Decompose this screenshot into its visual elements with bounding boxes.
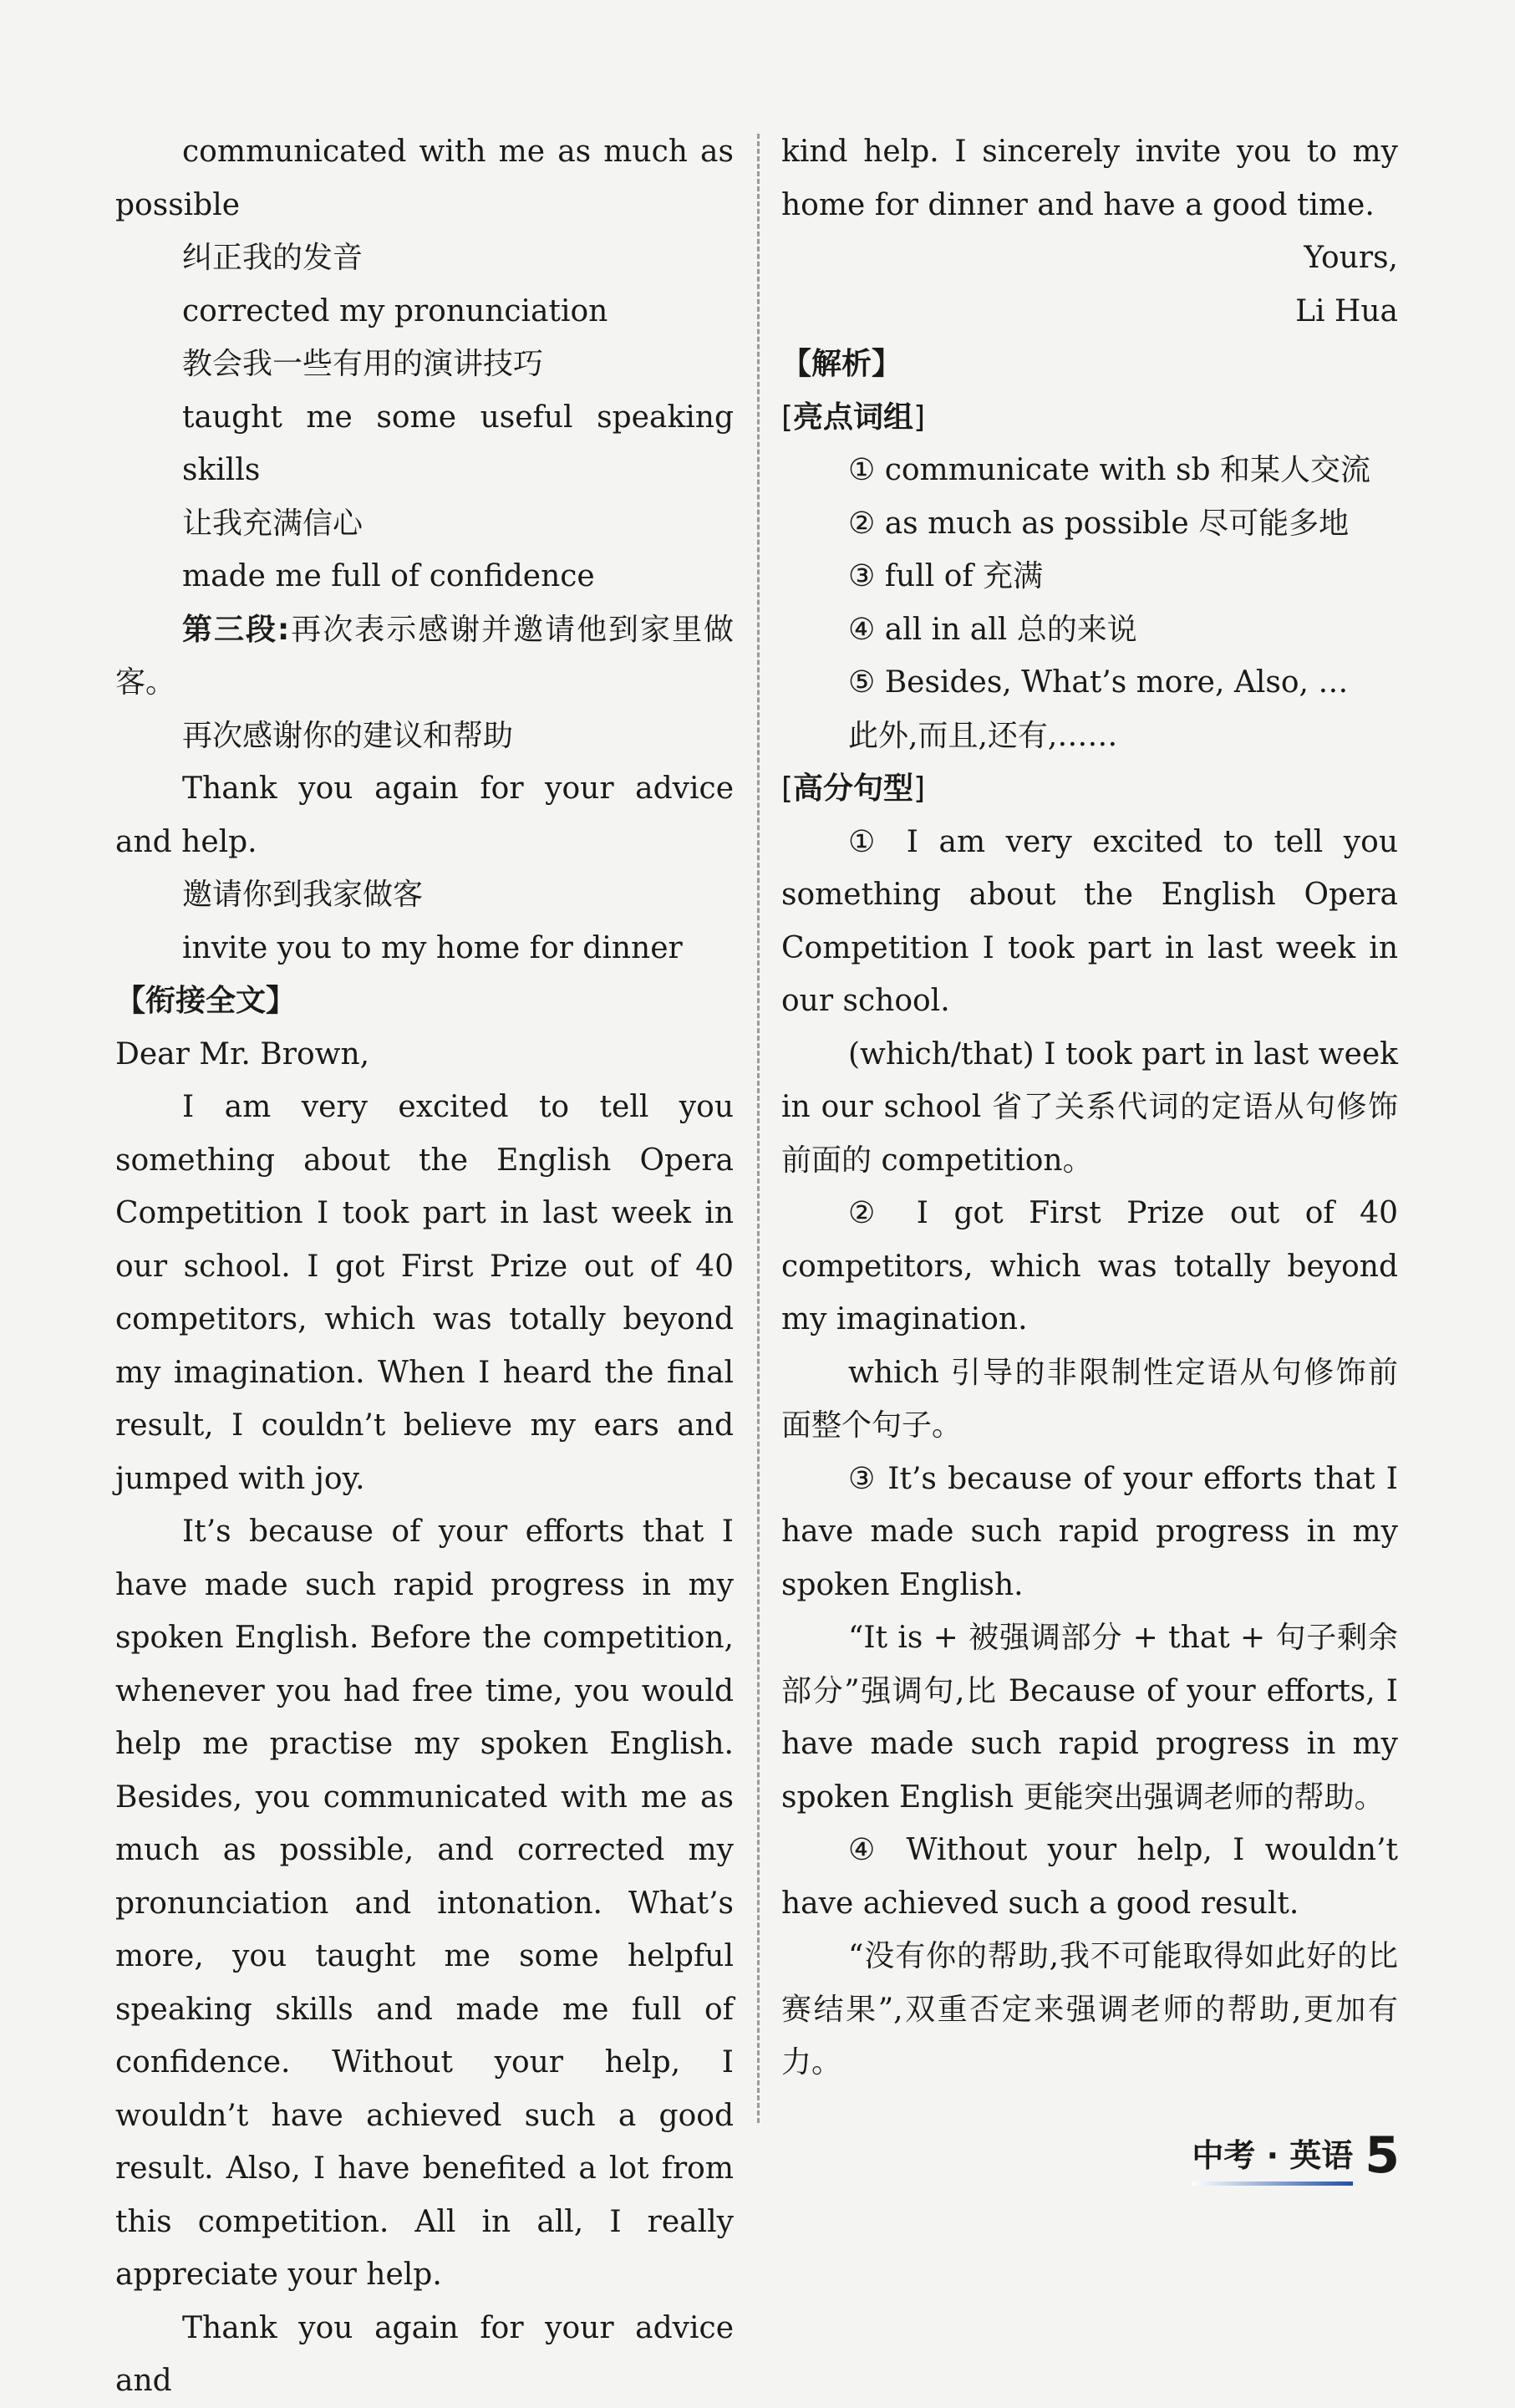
outline-line: communicated with me as much as possible bbox=[115, 135, 734, 222]
sentence-item: ① I am very excited to tell you something about the English Opera Competition I took part in last week in our school. bbox=[781, 824, 1398, 1018]
phrase-item: 此外,而且,还有,…… bbox=[848, 718, 1118, 753]
column-divider bbox=[757, 134, 760, 2123]
letter-paragraph: It’s because of your efforts that I have made such rapid progress in my spoken English. Before the competition, whenever you had free time, you would help me practise my spoken English. Besides, you communicated with me as much as possible, and corrected my pronunciation and intonation. What’s more, you taught me some helpful speaking skills and made me full of confidence. Without your help, I wouldn’t have achieved such a good result. Also, I have benefited a lot from this competition. All in all, I really appreciate your help. bbox=[115, 1515, 734, 2292]
phrase-item: ③ full of 充满 bbox=[848, 559, 1044, 593]
sentence-item: ② I got First Prize out of 40 competitors, which was totally beyond my imagination. bbox=[781, 1196, 1398, 1336]
section-key-sentences: [高分句型] bbox=[781, 771, 926, 806]
phrase-item: ⑤ Besides, What’s more, Also, … bbox=[848, 665, 1349, 700]
outline-line: 邀请你到我家做客 bbox=[182, 878, 424, 912]
outline-line: made me full of confidence bbox=[182, 559, 595, 593]
section-highlight-phrases: [亮点词组] bbox=[781, 400, 926, 435]
sentence-note: “没有你的帮助,我不可能取得如此好的比赛结果”,双重否定来强调老师的帮助,更加有力。 bbox=[781, 1939, 1398, 2080]
letter-paragraph-end: kind help. I sincerely invite you to my home for dinner and have a good time. bbox=[781, 135, 1398, 222]
letter-closing: Yours, bbox=[1304, 241, 1398, 275]
phrase-item: ② as much as possible 尽可能多地 bbox=[848, 506, 1350, 541]
section-title: 高分句型 bbox=[793, 771, 914, 806]
page-footer bbox=[1192, 2126, 1400, 2185]
sentence-note: which 引导的非限制性定语从句修饰前面整个句子。 bbox=[781, 1355, 1398, 1443]
paragraph-3-description bbox=[115, 603, 734, 710]
heading-analysis: 【解析】 bbox=[781, 347, 902, 381]
outline-line: Thank you again for your advice and help. bbox=[115, 771, 734, 859]
outline-line: 再次感谢你的建议和帮助 bbox=[182, 718, 514, 753]
outline-line: 让我充满信心 bbox=[182, 506, 363, 541]
sentence-item: ④ Without your help, I wouldn’t have achieved such a good result. bbox=[781, 1833, 1398, 1921]
sentence-note: (which/that) I took part in last week in our school 省了关系代词的定语从句修饰前面的 competition。 bbox=[781, 1036, 1398, 1178]
phrase-item: ④ all in all 总的来说 bbox=[848, 612, 1137, 647]
right-column bbox=[781, 125, 1398, 2090]
letter-signature: Li Hua bbox=[1295, 293, 1398, 328]
page-number: 5 bbox=[1365, 2126, 1400, 2185]
phrase-item: ① communicate with sb 和某人交流 bbox=[848, 453, 1370, 487]
sentence-note: “It is + 被强调部分 + that + 句子剩余部分”强调句,比 Because of your efforts, I have made such rapid progress in my spoken English 更能突出强调老师的帮助。 bbox=[781, 1621, 1398, 1815]
letter-salutation: Dear Mr. Brown, bbox=[115, 1036, 370, 1072]
paragraph-3-text: 再次表示感谢并邀请他到家里做客。 bbox=[115, 612, 734, 700]
outline-line: taught me some useful speaking skills bbox=[182, 400, 734, 487]
outline-line: 纠正我的发音 bbox=[182, 241, 363, 275]
letter-paragraph: Thank you again for your advice and bbox=[115, 2310, 734, 2398]
heading-full-text: 【衔接全文】 bbox=[115, 984, 297, 1018]
outline-line: invite you to my home for dinner bbox=[182, 930, 683, 965]
left-column bbox=[115, 125, 734, 2408]
paragraph-3-label: 第三段: bbox=[182, 612, 290, 647]
section-title: 亮点词组 bbox=[793, 400, 914, 435]
letter-paragraph: I am very excited to tell you something about the English Opera Competition I took part in last week in our school. I got First Prize out of 40 competitors, which was totally beyond my imagination. When I heard the final result, I couldn’t believe my ears and jumped with joy. bbox=[115, 1090, 734, 1496]
footer-label: 中考 · 英语 bbox=[1192, 2130, 1353, 2181]
outline-line: corrected my pronunciation bbox=[182, 293, 608, 328]
outline-line: 教会我一些有用的演讲技巧 bbox=[182, 347, 544, 381]
sentence-item: ③ It’s because of your efforts that I have made such rapid progress in my spoken English. bbox=[781, 1461, 1398, 1602]
